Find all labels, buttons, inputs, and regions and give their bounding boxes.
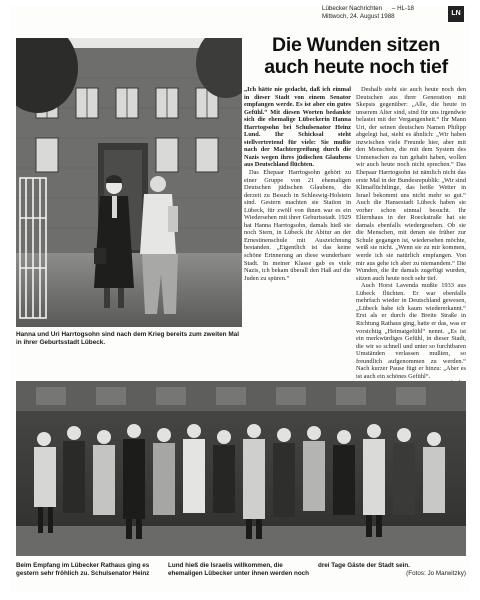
page-number: HL-18: [397, 5, 414, 12]
masthead: Lübecker Nachrichten – HL-18 Mittwoch, 24. August 1988 LN: [322, 5, 464, 31]
photo-group-reception: [16, 381, 466, 556]
photo-caption-2-text: drei Tage Gäste der Stadt sein.: [318, 562, 410, 569]
photo-caption-2-part-2: Lund hieß die Israelis willkommen, die ehemaligen Lübecker unter ihnen werden noch: [168, 562, 310, 577]
article-paragraph-1: Das Ehepaar Harrtogsohn gehört zu einer Gruppe von 21 ehemaligen Deutschen jüdischen Glaubens, die derzeit zu Besuch in Schleswig-Holstein sind. Gestern machten sie Station in Lübeck, für zwölf von ihnen war es ein Wiedersehen mit ihrer Geburtsstadt. 1929 hat Hanna Harrtogsohn, damals hieß sie noch Stern, in Lübeck ihr Abitur an der Ernestinenschule mit Auszeichnung bestanden. „Eigentlich ist das keine schöne Erinnerung an diese wunderbare Stadt. In meiner Klasse gab es viele Nazis, ich bekam überall den Haß auf die Juden zu spüren.“: [244, 169, 351, 282]
photo-caption-1: Hanna und Uri Harrtogsohn sind nach dem Krieg bereits zum zweiten Mal in ihrer Geburtsstadt Lübeck.: [16, 331, 239, 346]
issue-date: Mittwoch, 24. August 1988: [322, 13, 395, 20]
article-column-2: [356, 86, 466, 388]
photo-credit: (Fotos: Jo Marwitzky): [406, 569, 466, 577]
article-lead: „Ich hätte nie gedacht, daß ich einmal in dieser Stadt von einem Senator empfangen werde. Es ist aber ein gutes Gefühl.“ Mit diesen Worten bedankte sich die ehemalige Lübeckerin Hanna Harrtogsohn bei Schulsenator Heinz Lund. Ihr Schicksal steht stellvertretend für viele: Sie mußte nach der Machtergreifung durch die Nazis wegen ihres jüdischen Glaubens aus Deutschland flüchten.: [244, 86, 351, 169]
article-column-1: [244, 86, 351, 282]
paper-name: Lübecker Nachrichten: [322, 5, 383, 12]
headline-line-2: auch heute noch tief: [264, 56, 448, 78]
photo-caption-2-part-3: [318, 562, 466, 578]
ln-logo: LN: [448, 6, 464, 22]
headline: [246, 34, 466, 78]
headline-line-1: Die Wunden sitzen: [272, 34, 440, 56]
photo-caption-2-part-1: Beim Empfang im Lübecker Rathaus ging es gestern sehr fröhlich zu. Schulsenator Heinz: [16, 562, 150, 577]
article-paragraph-2: Deshalb steht sie auch heute noch den Deutschen aus ihrer Generation mit Skepsis gegenüber: „Alle, die heute in unserem Alter sind, sind für uns irgendwie belastet mit der Vergangenheit.“ Ihr Mann Uri, der seinen deutschen Namen Philipp abgelegt hat, sieht es ähnlich: „Wir haben inzwischen viele Freunde hier, aber mit den Menschen, die mit dem System des Unmenschen zu tun gehabt haben, wollen wir auch heute noch nicht sprechen.“ Das Ehepaar Harrtogsohn ist nämlich nicht das erste Mal in der Bundesrepublik: „Wir sind Klimaflüchtlinge, das heiße Wetter in Israel bekommt uns nicht mehr so gut.“ Auch die Hansestadt Lübeck haben sie vorher schon einmal besucht. Ihr Elternhaus in der Roeckstraße hat sie damals ebenfalls wiedergesehen. Ob sie die Menschen, mit denen sie früher zur Schule gegangen ist, wiedersehen möchte, weiß sie nicht. „Wenn sie zu mir kommen, werde ich sie natürlich empfangen. Von mir aus gehe ich aber zu niemandem.“ Die Wunden, die ihr damals zugefügt wurden, sitzen auch heute noch sehr tief.: [356, 86, 466, 282]
photo-couple-at-building: [16, 38, 242, 327]
article-paragraph-3: Auch Horst Lavenda mußte 1933 aus Lübeck flüchten. Er war ebenfalls mehrfach wieder in Deutschland gewesen, „Lübeck habe ich kaum wiedererkannt.“ Erst als er durch die Breite Straße in Richtung Rathaus ging, hatte er das, was er vorsichtig „Heimatgefühl“ nennt. „Es ist ein merkwürdiges Gefühl, in dieser Stadt, die wir so schnell und unter so furchtbaren Umständen verlassen mußten, so freundlich aufgenommen zu werden.“ Nach kurzer Pause fügt er hinzu: „Aber es ist auch ein schönes Gefühl“.: [356, 282, 466, 380]
